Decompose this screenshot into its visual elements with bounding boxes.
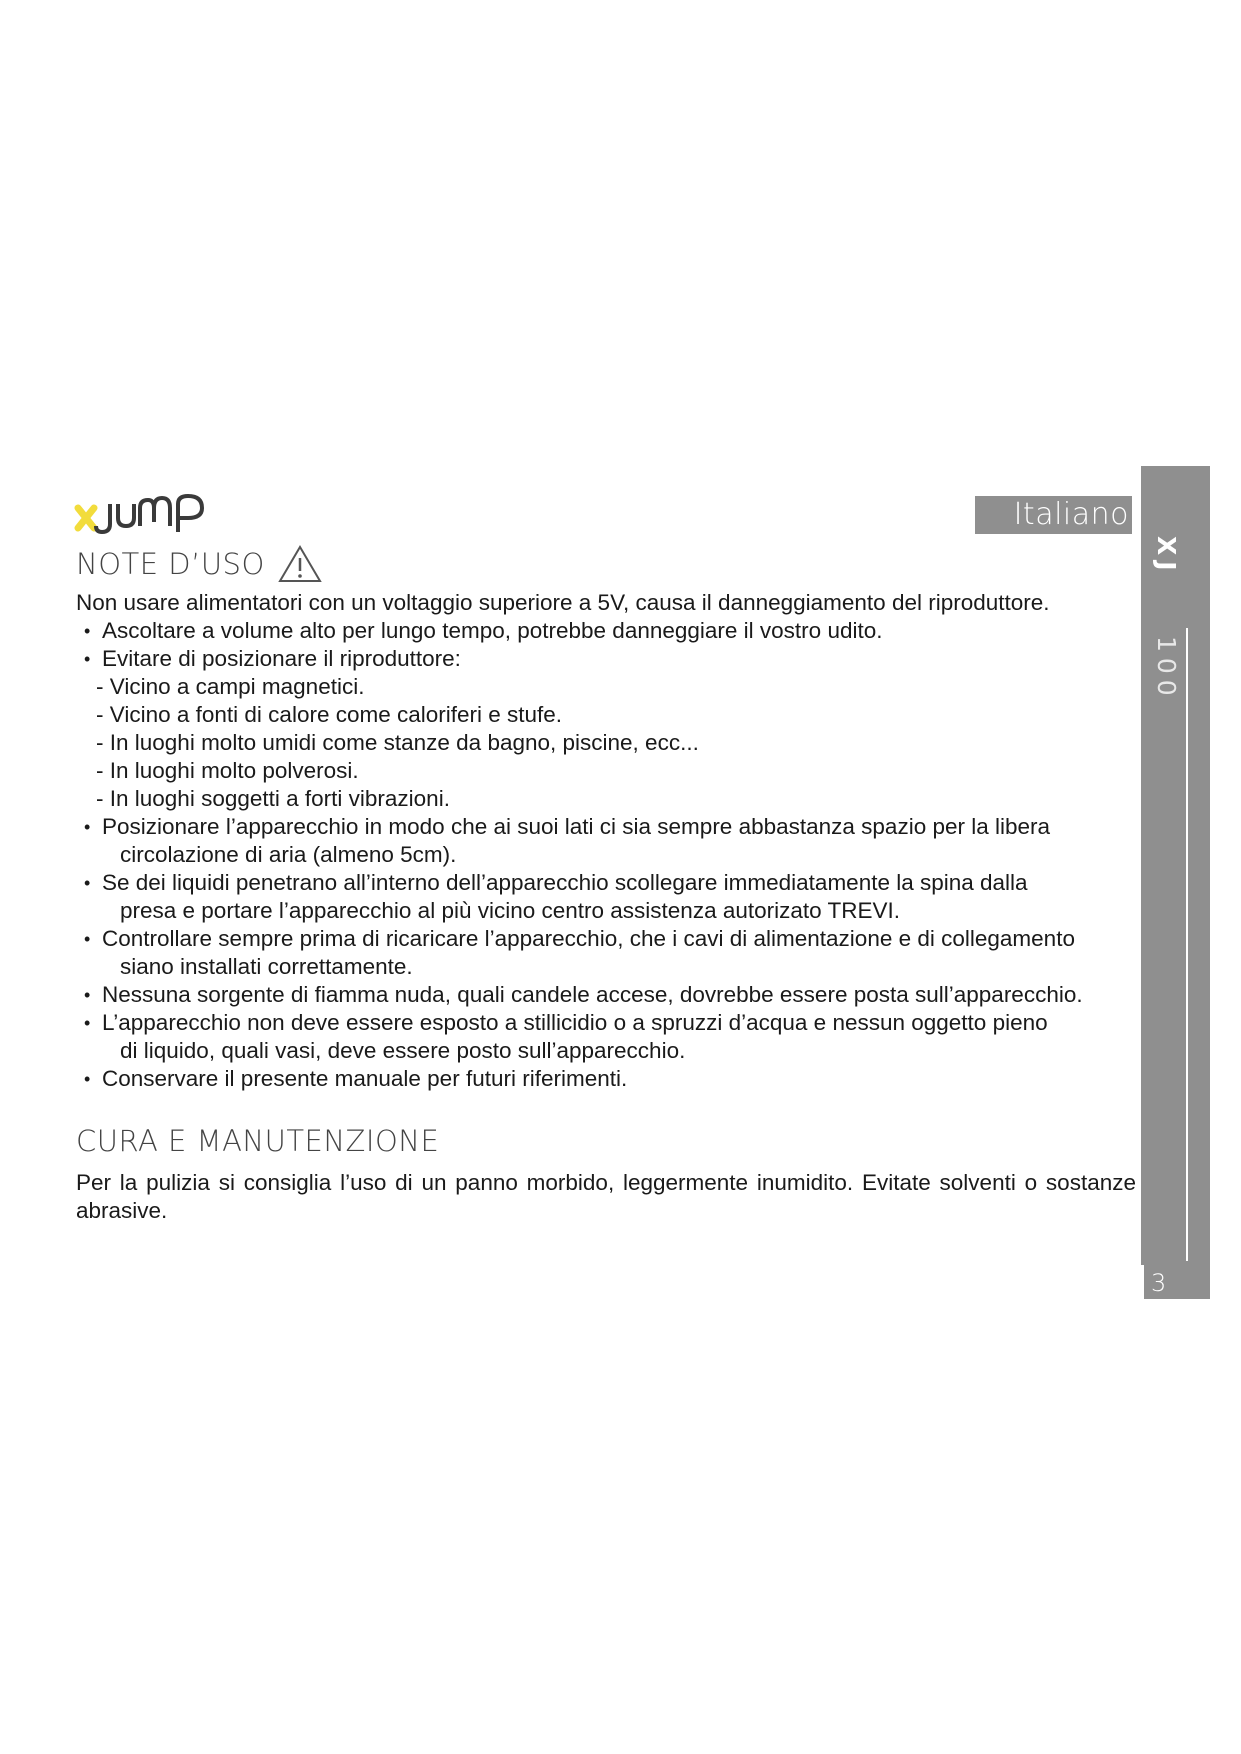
list-item: • Ascoltare a volume alto per lungo tempo, potrebbe danneggiare il vostro udito.: [76, 617, 1136, 645]
sidebar-strip: [1141, 466, 1210, 1299]
warning-triangle-icon: [277, 544, 323, 584]
list-item: • L’apparecchio non deve essere esposto a stillicidio o a spruzzi d’acqua e nessun oggetto pieno di liquido, quali vasi, deve essere posto sull’apparecchio.: [76, 1009, 1136, 1065]
section-heading-note-duso: [76, 544, 1136, 584]
sub-list-item: - In luoghi molto polverosi.: [76, 757, 1136, 785]
language-badge: Italiano: [975, 496, 1132, 534]
list-item: • Se dei liquidi penetrano all’interno dell’apparecchio scollegare immediatamente la spina dalla presa e portare l’apparecchio al più vicino centro assistenza autorizato TREVI.: [76, 869, 1136, 925]
safety-notes-list: [76, 813, 1136, 1093]
section-title: NOTE D’USO: [76, 547, 265, 581]
usage-notes-list: [76, 617, 1136, 673]
list-item: • Controllare sempre prima di ricaricare l’apparecchio, che i cavi di alimentazione e di collegamento siano installati correttamente.: [76, 925, 1136, 981]
page-number-bar: [1141, 1265, 1144, 1299]
care-paragraph: Per la pulizia si consiglia l’uso di un panno morbido, leggermente inumidito. Evitate solventi o sostanze abrasive.: [76, 1170, 1136, 1223]
sidebar-rule: [1186, 628, 1188, 1261]
list-item: • Conservare il presente manuale per futuri riferimenti.: [76, 1065, 1136, 1093]
placement-sub-list: [76, 673, 1136, 813]
intro-warning: Non usare alimentatori con un voltaggio superiore a 5V, causa il danneggiamento del riproduttore.: [76, 590, 1050, 615]
sub-list-item: - In luoghi soggetti a forti vibrazioni.: [76, 785, 1136, 813]
xjump-logo: [74, 486, 214, 534]
model-number: 100: [1152, 636, 1181, 702]
model-letters: XJ: [1152, 536, 1181, 577]
sub-list-item: - Vicino a fonti di calore come caloriferi e stufe.: [76, 701, 1136, 729]
list-item: • Nessuna sorgente di fiamma nuda, quali candele accese, dovrebbe essere posta sull’apparecchio.: [76, 981, 1136, 1009]
list-item: • Evitare di posizionare il riproduttore:: [76, 645, 1136, 673]
list-item: • Posizionare l’apparecchio in modo che ai suoi lati ci sia sempre abbastanza spazio per la libera circolazione di aria (almeno 5cm).: [76, 813, 1136, 869]
page-content: [76, 544, 1136, 1225]
page-number: 3: [1151, 1269, 1167, 1297]
section-heading-cura: [76, 1121, 1136, 1161]
sub-list-item: - Vicino a campi magnetici.: [76, 673, 1136, 701]
section-title: CURA E MANUTENZIONE: [76, 1124, 440, 1158]
sub-list-item: - In luoghi molto umidi come stanze da bagno, piscine, ecc...: [76, 729, 1136, 757]
